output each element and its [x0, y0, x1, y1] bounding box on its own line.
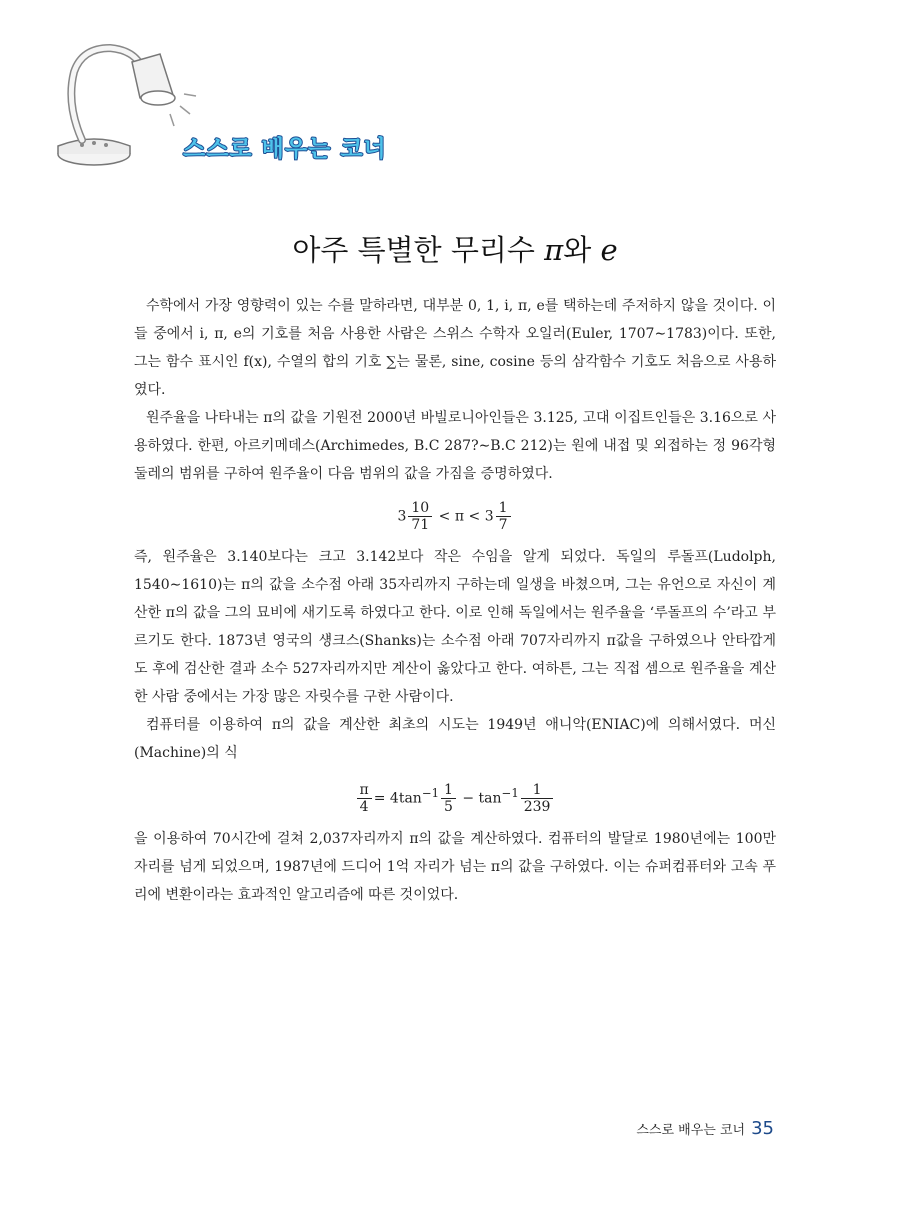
machin-f2-num: 1	[521, 782, 554, 799]
article-body	[134, 292, 776, 909]
machin-f1-num: 1	[441, 782, 456, 799]
ineq-lhs-den: 71	[411, 517, 430, 533]
machin-lhs-frac	[357, 782, 372, 815]
ineq-mid: < π <	[434, 508, 485, 525]
machin-frac1	[441, 782, 456, 815]
paragraph-3: 즉, 원주율은 3.140보다는 크고 3.142보다 작은 수임을 알게 되었다. 독일의 루돌프(Ludolph, 1540∼1610)는 π의 값을 소수점 아래 35자리까지 구하는데 일생을 바쳤으며, 그는 유언으로 자신이 계산한 π의 값을 그의 묘비에 새기도록 하였다고 한다. 이로 인해 독일에서는 원주율을 ‘루돌프의 수’라고 부르기도 한다. 1873년 영국의 섕크스(Shanks)는 소수점 아래 707자리까지 π값을 구하였으나 안타깝게도 후에 검산한 결과 소수 527자리까지만 계산이 옳았다고 한다. 여하튼, 그는 직접 셈으로 원주율을 계산한 사람 중에서는 가장 많은 자릿수를 구한 사람이다.	[134, 549, 776, 705]
ineq-lhs-int: 3	[397, 508, 407, 525]
title-pi: π	[544, 233, 564, 267]
machin-minus: − tan	[457, 790, 502, 807]
section-banner: 스스로 배우는 코너	[183, 136, 387, 162]
page-footer	[636, 1118, 774, 1139]
machin-den: 4	[359, 799, 369, 816]
ineq-rhs-num: 1	[496, 500, 511, 517]
archimedes-inequality	[134, 500, 776, 533]
machin-formula	[134, 779, 776, 815]
ineq-rhs-den: 7	[498, 517, 508, 533]
paragraph-1: 수학에서 가장 영향력이 있는 수를 말하라면, 대부분 0, 1, i, π, e를 택하는데 주저하지 않을 것이다. 이들 중에서 i, π, e의 기호를 처음 사용한 사람은 스위스 수학자 오일러(Euler, 1707∼1783)이다. 또한, 그는 함수 표시인 f(x), 수열의 합의 기호 ∑는 물론, sine, cosine 등의 삼각함수 기호도 처음으로 사용하였다.	[134, 298, 776, 398]
machin-frac2	[521, 782, 554, 815]
machin-eq: = 4tan	[373, 790, 422, 807]
machin-sup2: −1	[501, 786, 519, 800]
ineq-lhs-frac	[408, 500, 432, 533]
title-and: 와	[563, 233, 601, 267]
footer-section: 스스로 배우는 코너	[636, 1123, 746, 1138]
title-e: e	[600, 233, 618, 267]
desk-lamp-icon	[52, 34, 202, 184]
machin-sup1: −1	[421, 786, 439, 800]
machin-f2-den: 239	[523, 799, 551, 816]
ineq-lhs-num: 10	[408, 500, 432, 517]
ineq-rhs-int: 3	[484, 508, 494, 525]
paragraph-5: 을 이용하여 70시간에 걸쳐 2,037자리까지 π의 값을 계산하였다. 컴퓨터의 발달로 1980년에는 100만 자리를 넘게 되었으며, 1987년에 드디어 1억 자리가 넘는 π의 값을 구하였다. 이는 슈퍼컴퓨터와 고속 푸리에 변환이라는 효과적인 알고리즘에 따른 것이었다.	[134, 831, 776, 904]
page-title	[0, 228, 910, 269]
page-number: 35	[751, 1118, 774, 1139]
paragraph-4: 컴퓨터를 이용하여 π의 값을 계산한 최초의 시도는 1949년 애니악(ENIAC)에 의해서였다. 머신(Machine)의 식	[134, 717, 776, 761]
paragraph-2: 원주율을 나타내는 π의 값을 기원전 2000년 바빌로니아인들은 3.125, 고대 이집트인들은 3.16으로 사용하였다. 한편, 아르키메데스(Archimedes, B.C 287?∼B.C 212)는 원에 내접 및 외접하는 정 96각형 둘레의 범위를 구하여 원주율이 다음 범위의 값을 가짐을 증명하였다.	[134, 410, 776, 482]
machin-f1-den: 5	[444, 799, 453, 816]
machin-num: π	[357, 782, 372, 799]
ineq-rhs-frac	[496, 500, 511, 533]
title-text: 아주 특별한 무리수	[292, 233, 545, 267]
